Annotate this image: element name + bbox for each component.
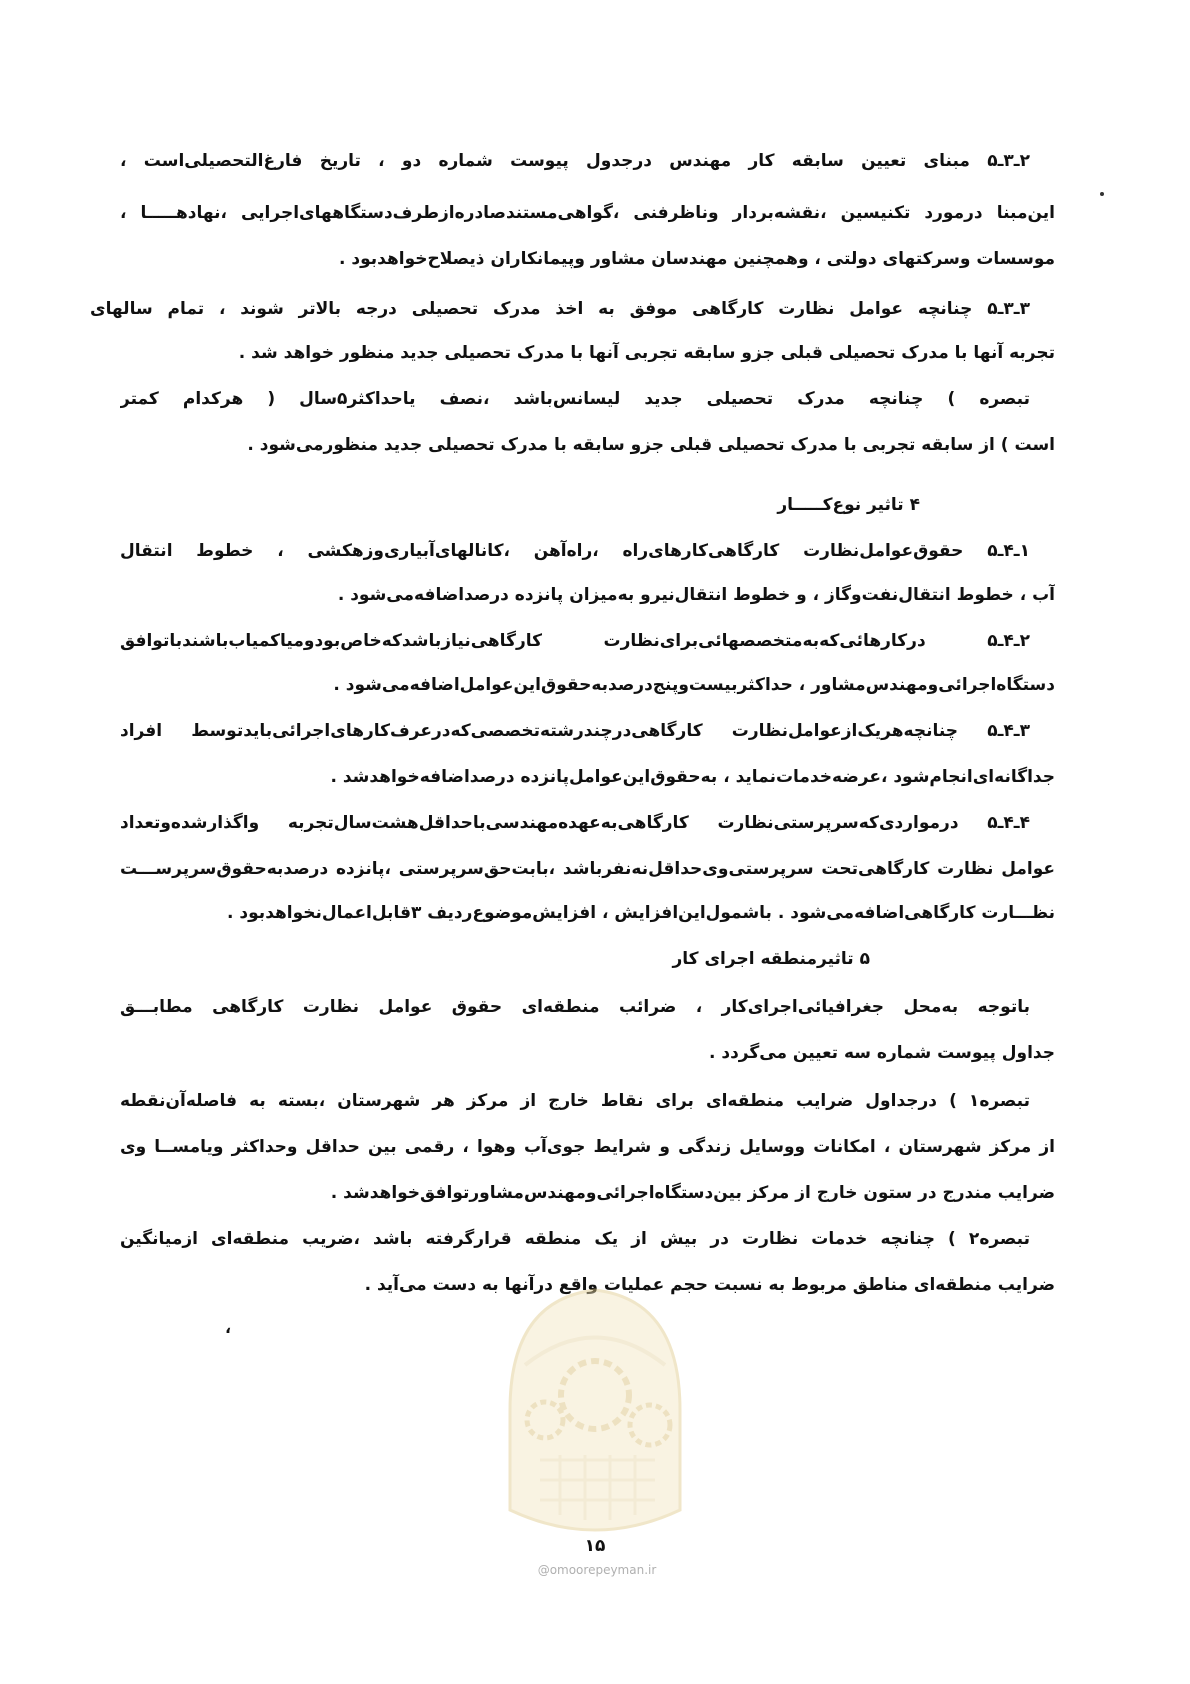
paragraph-line: دستگاه‌اجرائی‌ومهندس‌مشاور ، حداکثربیست‌وپنج‌درصدبه‌حقوق‌این‌عوامل‌اضافه‌می‌شود . <box>333 675 1055 695</box>
note-line: تبصره۱ ) درجداول ضرایب منطقه‌ای برای نقاط خارج از مرکز هر شهرستان ،بسته به فاصله‌آن‌نقطه <box>120 1091 1030 1111</box>
section-heading: ۴ تاثیر نوع‌کـــــار <box>777 495 920 515</box>
paragraph-line: تجربه آنها با مدرک تحصیلی قبلی جزو سابقه تجربی آنها با مدرک تحصیلی جدید منظور خواهد شد . <box>238 343 1055 363</box>
paragraph-line: باتوجه به‌محل جغرافیائی‌اجرای‌کار ، ضرائب منطقه‌ای حقوق عوامل نظارت کارگاهی مطابـــق <box>120 997 1030 1017</box>
paragraph-line: ۳ـ۳ـ۵ چنانچه عوامل نظارت کارگاهی موفق به اخذ مدرک تحصیلی درجه بالاتر شوند ، تمام سالهای <box>90 299 1030 319</box>
paragraph-line: ۴ـ۴ـ۵ درمواردی‌که‌سرپرستی‌نظارت کارگاهی‌به‌عهده‌مهندسی‌باحداقل‌هشت‌سال‌تجربه واگذارشده‌وتعداد <box>120 813 1030 833</box>
note-line: تبصره ) چنانچه مدرک تحصیلی جدید لیسانس‌باشد ،نصف یاحداکثر۵سال ( هرکدام کمتر <box>120 389 1030 409</box>
paragraph-line: ۲ـ۴ـ۵ درکارهائی‌که‌به‌متخصصهائی‌برای‌نظارت کارگاهی‌نیازباشدکه‌خاص‌بودومیاکمیاب‌باشندباتوافق <box>120 631 1030 651</box>
paragraph-line: جداگانه‌ای‌انجام‌شود ،عرضه‌خدمات‌نماید ، به‌حقوق‌این‌عوامل‌پانزده درصداضافه‌خواهدشد . <box>330 767 1055 787</box>
watermark-site: @omoorepeyman.ir <box>537 1563 657 1577</box>
paragraph-line: نظـــارت کارگاهی‌اضافه‌می‌شود . باشمول‌این‌افزایش ، افزایش‌موضوع‌ردیف ۳قابل‌اعمال‌نخواهدبود . <box>227 903 1055 923</box>
paragraph-line: عوامل نظارت کارگاهی‌تحت سرپرستی‌وی‌حداقل‌نه‌نفرباشد ،بابت‌حق‌سرپرستی ،پانزده درصدبه‌حقوق‌سرپرســـت <box>120 859 1055 879</box>
paragraph-line: موسسات وسرکتهای دولتی ، وهمچنین مهندسان مشاور وپیمانکاران ذیصلاح‌خواهدبود . <box>339 249 1055 269</box>
watermark-logo <box>490 1260 700 1550</box>
note-line: است ) از سابقه تجربی با مدرک تحصیلی قبلی جزو سابقه با مدرک تحصیلی جدید منظورمی‌شود . <box>247 435 1055 455</box>
section-heading: ۵ تاثیرمنطقه اجرای کار <box>672 949 870 969</box>
note-line: ضرایب منطقه‌ای مناطق مربوط به نسبت حجم عملیات واقع درآنها به دست می‌آید . <box>364 1275 1055 1295</box>
paragraph-line: ۲ـ۳ـ۵ مبنای تعیین سابقه کار مهندس درجدول پیوست شماره دو ، تاریخ فارغ‌التحصیلی‌است ، <box>120 151 1030 171</box>
paragraph-line: جداول پیوست شماره سه تعیین می‌گردد . <box>708 1043 1055 1063</box>
note-line: ضرایب مندرج در ستون خارج از مرکز بین‌دستگاه‌اجرائی‌ومهندس‌مشاورتوافق‌خواهدشد . <box>330 1183 1055 1203</box>
scan-speck <box>1100 192 1104 196</box>
paragraph-line: این‌مبنا درمورد تکنیسین ،نقشه‌بردار وناظرفنی ،گواهی‌مستندصادره‌ازطرف‌دستگاههای‌اجرایی ،نهادهـــــا ، <box>120 203 1055 223</box>
note-line: از مرکز شهرستان ، امکانات ووسایل زندگی و شرایط جوی‌آب وهوا ، رقمی بین حداقل وحداکثر ویامســا وی <box>120 1137 1055 1157</box>
note-line: تبصره۲ ) چنانچه خدمات نظارت در بیش از یک منطقه قرارگرفته باشد ،ضریب منطقه‌ای ازمیانگین <box>120 1229 1030 1249</box>
scan-mark: ، <box>225 1318 232 1337</box>
page-number: ۱۵ <box>584 1536 606 1556</box>
paragraph-line: آب ، خطوط انتقال‌نفت‌وگاز ، و خطوط انتقال‌نیرو به‌میزان پانزده درصد‌اضافه‌می‌شود . <box>337 585 1055 605</box>
paragraph-line: ۱ـ۴ـ۵ حقوق‌عوامل‌نظارت کارگاهی‌کارهای‌راه ،راه‌آهن ،کانالهای‌آبیاری‌وزهکشی ، خطوط انتقال <box>120 541 1030 561</box>
paragraph-line: ۳ـ۴ـ۵ چنانچه‌هریک‌ازعوامل‌نظارت کارگاهی‌درچندرشته‌تخصصی‌که‌درعرف‌کارهای‌اجرائی‌بایدتوسط افراد <box>120 721 1030 741</box>
